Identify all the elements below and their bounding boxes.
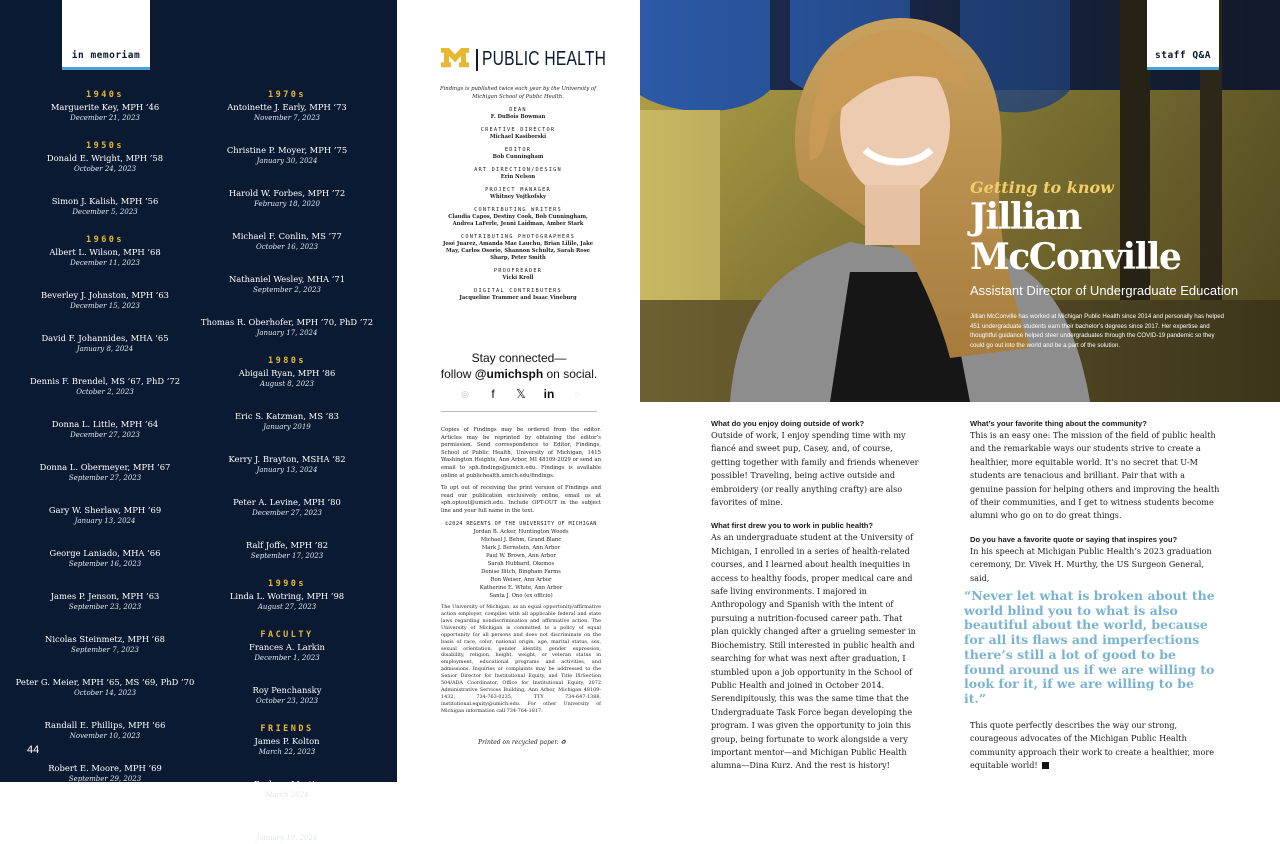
- memoriam-entry: [192, 187, 382, 210]
- last-name: McConville: [970, 236, 1181, 278]
- memoriam-name: Simon J. Kalish, MPH ’56: [51, 196, 159, 206]
- spacer: [192, 519, 382, 539]
- facebook-icon[interactable]: f: [491, 387, 495, 401]
- memoriam-column-2: [192, 86, 382, 844]
- staff-names: Vicki Kroll: [502, 275, 534, 281]
- memoriam-date: February 18, 2020: [254, 200, 320, 208]
- spacer: [192, 664, 382, 684]
- memoriam-name: Donald E. Wright, MPH ’58: [46, 153, 164, 163]
- memoriam-date: January 2019: [263, 423, 311, 431]
- memoriam-name: Christine P. Moyer, MPH ’75: [226, 145, 348, 155]
- memoriam-name: William D. Schlaff: [249, 822, 325, 832]
- memoriam-name: George Laniado, MHA ’66: [49, 548, 161, 558]
- staff-names: Erin Nelson: [500, 174, 536, 180]
- staff-role: DEAN: [509, 107, 527, 113]
- answer: In his speech at Michigan Public Health’s 2023 graduation ceremony, Dr. Vivek H. Murthy, the US Surgeon General, said,: [970, 545, 1212, 583]
- spacer: [10, 527, 200, 547]
- spacer: [10, 656, 200, 676]
- memoriam-entry: [10, 504, 200, 527]
- public-health-logo: [441, 48, 607, 72]
- regents-list: [441, 528, 601, 600]
- masthead-panel: [397, 0, 640, 782]
- spacer: [10, 312, 200, 332]
- spacer: [10, 175, 200, 195]
- memoriam-name: Peter A. Levine, MPH ’80: [233, 497, 341, 507]
- memoriam-entry: [192, 778, 382, 801]
- logo-divider: [476, 49, 478, 71]
- memoriam-date: September 2, 2023: [253, 286, 321, 294]
- memoriam-date: December 21, 2023: [70, 114, 140, 122]
- qa-column-left: [711, 418, 919, 784]
- regent-name: Ron Weiser, Ann Arbor: [490, 577, 552, 584]
- staff-role: PROJECT MANAGER: [485, 187, 551, 193]
- social-icons: [457, 386, 585, 402]
- memoriam-name: David F. Johannides, MHA ’65: [41, 333, 169, 343]
- memoriam-date: October 23, 2023: [255, 697, 319, 705]
- section-tag: [1147, 0, 1219, 70]
- spacer: [192, 758, 382, 778]
- memoriam-date: September 27, 2023: [68, 474, 142, 482]
- memoriam-entry: [192, 316, 382, 339]
- memoriam-entry: [10, 332, 200, 355]
- spacer: [192, 253, 382, 273]
- fine-print: [441, 427, 601, 715]
- regent-name: Katherine E. White, Ann Arbor: [479, 585, 563, 592]
- memoriam-date: November 7, 2023: [254, 114, 320, 122]
- memoriam-date: September 29, 2023: [68, 775, 142, 783]
- memoriam-entry: [192, 684, 382, 707]
- profile-heading: [970, 178, 1270, 350]
- memoriam-date: October 24, 2023: [73, 165, 137, 173]
- memoriam-name: Dennis F. Brendel, MS ’67, PhD ’72: [29, 376, 181, 386]
- opt-out-notice: To opt out of receiving the print version of Findings and read our publication exclusively online, email us at sph.optout@umich.edu. Include OPT-OUT in the subject line and your full name in the text.: [441, 485, 601, 514]
- memoriam-date: September 17, 2023: [250, 552, 324, 560]
- memoriam-name: Albert L. Wilson, MPH ’68: [49, 247, 161, 257]
- staff-names: F. DuBois Bowman: [490, 114, 546, 120]
- stay-connected: [429, 350, 609, 382]
- staff-list: [437, 107, 599, 302]
- regents-heading: ©2024 REGENTS OF THE UNIVERSITY OF MICHIGAN: [445, 520, 597, 527]
- memoriam-entry: [10, 676, 200, 699]
- memoriam-date: December 1, 2023: [254, 654, 320, 662]
- equal-opportunity-statement: The University of Michigan, as an equal opportunity/affirmative action employer, complies with all applicable federal and state laws regarding nondiscrimination and affirmative action. The University of Michigan is committed to a policy of equal opportunity for all persons and does not discriminate on the basis of race, color, national origin, age, marital status, sex, sexual orientation, gender identity, gender expression, disability, religion, height, weight, or veteran status in employment, educational programs and activities, and admissions. Inquiries or complaints may be addressed to the Senior Director for Institutional Equity, and Title IX/Section 504/ADA Coordinator, Office for Institutional Equity, 2072 Administrative Services Building, Ann Arbor, Michigan 48109-1432, 734-763-0235, TTY 734-647-1388, institutional.equity@umich.edu. For other University of Michigan information call 734-764-1817.: [441, 604, 601, 714]
- memoriam-entry: [10, 633, 200, 656]
- spacer: [10, 570, 200, 590]
- memoriam-entry: [10, 461, 200, 484]
- memoriam-date: December 15, 2023: [70, 302, 140, 310]
- memoriam-entry: [10, 195, 200, 218]
- memoriam-date: August 8, 2023: [260, 380, 314, 388]
- end-mark-icon: [1042, 762, 1049, 769]
- memoriam-name: James P. Jenson, MPH ’63: [50, 591, 160, 601]
- memoriam-entry: [192, 410, 382, 433]
- spacer: [10, 484, 200, 504]
- memoriam-date: August 27, 2023: [257, 603, 317, 611]
- spacer: [192, 210, 382, 230]
- profile-intro: Jillian McConville has worked at Michigan Public Health since 2014 and personally has helped 451 undergraduate students earn their bachelor’s degrees since 2017. Her expertise and thoughtful guidance helped steer undergraduates through the COVID-19 pandemic so they could go out into the world and be a part of the solution.: [970, 313, 1225, 349]
- section-tag-label: in memoriam: [71, 50, 141, 61]
- memoriam-entry: [10, 289, 200, 312]
- answer: Outside of work, I enjoy spending time with my fiancé and sweet pup, Casey, and, of course, getting together with family and friends whenever possible! Traveling, being active outside and embroidery (or really anything crafty) are also favorites of mine.: [711, 430, 919, 508]
- question: What first drew you to work in public health?: [711, 521, 874, 531]
- question: What do you enjoy doing outside of work?: [711, 419, 865, 428]
- memoriam-name: Roy Penchansky: [252, 685, 322, 695]
- staff-role: PROOFREADER: [493, 268, 543, 274]
- memoriam-date: December 27, 2023: [252, 509, 322, 517]
- x-icon[interactable]: 𝕏: [516, 387, 526, 401]
- memoriam-date: October 14, 2023: [73, 689, 137, 697]
- staff-names: Michael Kasiborski: [489, 134, 547, 140]
- memoriam-name: Thomas R. Oberhofer, MPH ’70, PhD ’72: [200, 317, 374, 327]
- memoriam-date: November 10, 2023: [69, 732, 141, 740]
- memoriam-name: Linda L. Wotring, MPH ’98: [229, 591, 345, 601]
- memoriam-name: Robert E. Moore, MPH ’69: [48, 763, 162, 773]
- memoriam-date: December 5, 2023: [72, 208, 138, 216]
- memoriam-name: Kerry J. Brayton, MSHA ’82: [228, 454, 346, 464]
- staff-role: CONTRIBUTING WRITERS: [474, 207, 562, 213]
- memoriam-name: Antoinette J. Early, MPH ’73: [227, 102, 347, 112]
- memoriam-date: January 13, 2024: [74, 517, 136, 525]
- section-tag: [62, 0, 150, 70]
- divider: [441, 411, 597, 412]
- memoriam-entry: [192, 273, 382, 296]
- regent-name: Michael J. Behm, Grand Blanc: [480, 537, 562, 544]
- decade-heading: 1980s: [267, 356, 307, 366]
- memoriam-entry: [192, 101, 382, 124]
- memoriam-date: December 27, 2023: [70, 431, 140, 439]
- first-name: Jillian: [970, 196, 1081, 238]
- memoriam-date: January 19, 2024: [256, 834, 318, 842]
- pull-quote: “Never let what is broken about the world blind you to what is also beautiful about the world, because for all its flaws and imperfections there’s still a lot of good to be found around us if we are willing to look for it, if we are willing to be it.”: [964, 588, 1215, 706]
- memoriam-name: Harold W. Forbes, MPH ’72: [228, 188, 346, 198]
- stay-connected-line: Stay connected—: [471, 351, 567, 365]
- memoriam-date: October 2, 2023: [76, 388, 134, 396]
- recycled-note: Printed on recycled paper. ♻: [478, 739, 566, 746]
- qa-column-right: [964, 418, 1220, 783]
- spacer: [192, 167, 382, 187]
- decade-heading: 1960s: [85, 235, 125, 245]
- memoriam-entry: [10, 152, 200, 175]
- memoriam-date: September 7, 2023: [71, 646, 139, 654]
- section-tag-label: staff Q&A: [1155, 50, 1211, 61]
- answer: This is an easy one: The mission of the field of public health and the remarkable ways our students strive to create a healthier, more equitable world. It’s no secret that U-M students are tenacious and brilliant. Pair that with a genuine passion for helping others and improving the health of their communities, and I get to witness students become alumni who go on to do great things.: [970, 430, 1220, 521]
- staff-names: Bob Cunningham: [492, 154, 544, 160]
- memoriam-date: September 23, 2023: [68, 603, 142, 611]
- memoriam-entry: [192, 230, 382, 253]
- staff-role: ART DIRECTION/DESIGN: [474, 167, 562, 173]
- spacer: [192, 613, 382, 626]
- memoriam-entry: [192, 539, 382, 562]
- staff-names: Whitney Vojtkofsky: [490, 194, 546, 200]
- regent-name: Santa J. Ono (ex officio): [489, 593, 553, 600]
- memoriam-name: Ralf Joffe, MPH ’82: [245, 540, 329, 550]
- memoriam-entry: [10, 375, 200, 398]
- in-memoriam-panel: [0, 0, 397, 842]
- staff-names: Claudia Capos, Destiny Cook, Bob Cunningham, Andrea LaFerle, Jenni Laidman, Amber Stark: [448, 214, 588, 227]
- memoriam-name: James P. Kolton: [254, 736, 320, 746]
- memoriam-column-1: [10, 86, 200, 785]
- memoriam-entry: [192, 821, 382, 844]
- memoriam-name: Randall E. Phillips, MPH ’66: [44, 720, 166, 730]
- memoriam-name: Abigail Ryan, MPH ’86: [238, 368, 336, 378]
- staff-names: José Juarez, Amanda Mae Lauchu, Brian Lilile, Jake May, Carlos Osorio, Shannon Schultz, Sarah Rose Sharp, Peter Smith: [442, 241, 594, 261]
- memoriam-date: January 30, 2024: [256, 157, 318, 165]
- logo-text: PUBLIC HEALTH: [482, 48, 607, 70]
- memoriam-date: March 2024: [265, 791, 309, 799]
- memoriam-name: Eric S. Katzman, MS ’83: [235, 411, 339, 421]
- linkedin-icon[interactable]: in: [543, 387, 555, 401]
- memoriam-date: January 17, 2024: [256, 329, 318, 337]
- publication-info: [437, 86, 599, 302]
- decade-heading: FRIENDS: [260, 724, 314, 734]
- spacer: [192, 562, 382, 575]
- memoriam-date: December 11, 2023: [70, 259, 140, 267]
- spacer: [192, 801, 382, 821]
- memoriam-entry: [10, 246, 200, 269]
- question: What’s your favorite thing about the community?: [970, 419, 1147, 428]
- memoriam-entry: [10, 719, 200, 742]
- decade-heading: 1950s: [85, 141, 125, 151]
- memoriam-name: Nathaniel Wesley, MHA ’71: [228, 274, 346, 284]
- staff-role: CONTRIBUTING PHOTOGRAPHERS: [460, 234, 576, 240]
- spacer: [192, 476, 382, 496]
- decade-heading: 1970s: [267, 90, 307, 100]
- memoriam-date: January 8, 2024: [76, 345, 134, 353]
- memoriam-entry: [192, 453, 382, 476]
- decade-heading: 1940s: [85, 90, 125, 100]
- social-handle[interactable]: @umichsph: [474, 367, 544, 381]
- staff-names: Jacqueline Trammer and Isaac Vineburg: [459, 295, 577, 301]
- spacer: [192, 707, 382, 720]
- question: Do you have a favorite quote or saying that inspires you?: [970, 534, 1178, 544]
- publication-intro: Findings is published twice each year by the University of Michigan School of Public Health.: [439, 86, 597, 100]
- kicker: Getting to know: [970, 178, 1114, 197]
- memoriam-name: Frances A. Larkin: [249, 642, 325, 652]
- staff-role: CREATIVE DIRECTOR: [480, 127, 556, 133]
- memoriam-entry: [10, 418, 200, 441]
- closing-text: This quote perfectly describes the way our strong, courageous advocates of the Michigan Public Health community approach their work to create a healthier, more equitable world!: [970, 719, 1214, 770]
- regent-name: Sarah Hubbard, Okemos: [487, 561, 555, 568]
- memoriam-entry: [192, 590, 382, 613]
- spacer: [192, 433, 382, 453]
- memoriam-entry: [192, 496, 382, 519]
- memoriam-name: Gary W. Sherlaw, MPH ’69: [48, 505, 162, 515]
- regent-name: Mark J. Bernstein, Ann Arbor: [481, 545, 561, 552]
- regent-name: Denise Ilitch, Bingham Farms: [481, 569, 561, 576]
- follow-line: [429, 366, 609, 382]
- memoriam-date: January 13, 2024: [256, 466, 318, 474]
- memoriam-name: Donna L. Little, MPH ’64: [51, 419, 159, 429]
- decade-heading: 1990s: [267, 579, 307, 589]
- copies-notice: Copies of Findings may be ordered from the editor. Articles may be reprinted by obtaining the editor’s permission. Send correspondence to Editor, Findings, School of Public Health, University of Michigan, 1415 Washington Heights, Ann Arbor, MI 48109-2029 or send an email to sph.findings@umich.edu. Findings is available online at publichealth.umich.edu/findings.: [441, 427, 601, 479]
- staff-role: DIGITAL CONTRIBUTERS: [474, 288, 562, 294]
- spacer: [10, 269, 200, 289]
- threads-icon[interactable]: ◌: [574, 389, 580, 399]
- spacer: [10, 699, 200, 719]
- memoriam-entry: [192, 735, 382, 758]
- memoriam-entry: [10, 101, 200, 124]
- regent-name: Jordan B. Acker, Huntington Woods: [473, 529, 569, 536]
- memoriam-name: Beverley J. Johnston, MPH ’63: [41, 290, 169, 300]
- job-title: Assistant Director of Undergraduate Education: [970, 283, 1239, 298]
- staff-role: EDITOR: [504, 147, 532, 153]
- memoriam-entry: [10, 762, 200, 785]
- spacer: [10, 613, 200, 633]
- spacer: [10, 398, 200, 418]
- decade-heading: FACULTY: [260, 630, 314, 640]
- memoriam-name: Nicolas Steinmetz, MPH ’68: [45, 634, 165, 644]
- memoriam-date: September 16, 2023: [68, 560, 142, 568]
- spacer: [10, 355, 200, 375]
- spacer: [192, 124, 382, 144]
- memoriam-name: Michael F. Conlin, MS ’77: [232, 231, 342, 241]
- memoriam-entry: [192, 144, 382, 167]
- follow-text: follow: [440, 367, 475, 381]
- memoriam-name: Peter G. Meier, MPH ’65, MS ’69, PhD ’70: [15, 677, 195, 687]
- spacer: [10, 218, 200, 231]
- spacer: [192, 296, 382, 316]
- memoriam-entry: [192, 367, 382, 390]
- memoriam-name: Marguerite Key, MPH ’46: [50, 102, 160, 112]
- memoriam-entry: [192, 641, 382, 664]
- spacer: [192, 390, 382, 410]
- memoriam-name: Donna L. Obermeyer, MPH ’67: [39, 462, 171, 472]
- spacer: [10, 441, 200, 461]
- block-m-icon: [441, 48, 469, 72]
- memoriam-date: March 22, 2023: [258, 748, 316, 756]
- instagram-icon[interactable]: ◎: [461, 388, 469, 399]
- regent-name: Paul W. Brown, Ann Arbor: [486, 553, 556, 560]
- follow-end: on social.: [543, 367, 598, 381]
- memoriam-entry: [10, 590, 200, 613]
- answer: As an undergraduate student at the University of Michigan, I enrolled in a series of health-related courses, and I learned about health inequities in access to healthy foods, proper medical care and safe living environments. I majored in Anthropology and Spanish with the intent of pursuing a nutrition-focused career path. That plan quickly changed after a grueling semester in Biochemistry. Still interested in public health and searching for what was next after graduation, I stumbled upon a job opportunity in the School of Public Health and joined in October 2014. Serendipitously, this was the same time that the Undergraduate Task Force began developing the program. I was given the opportunity to join this group, being fortunate to work alongside a very important mentor—and Michigan Public Health alumna—Dina Kurz. And the rest is history!: [711, 532, 916, 771]
- memoriam-entry: [10, 547, 200, 570]
- memoriam-name: Barbara Martin: [253, 779, 321, 789]
- spacer: [10, 124, 200, 137]
- page-number: 44: [27, 744, 40, 756]
- memoriam-date: October 16, 2023: [255, 243, 319, 251]
- spacer: [192, 339, 382, 352]
- answer-closing: [970, 719, 1220, 773]
